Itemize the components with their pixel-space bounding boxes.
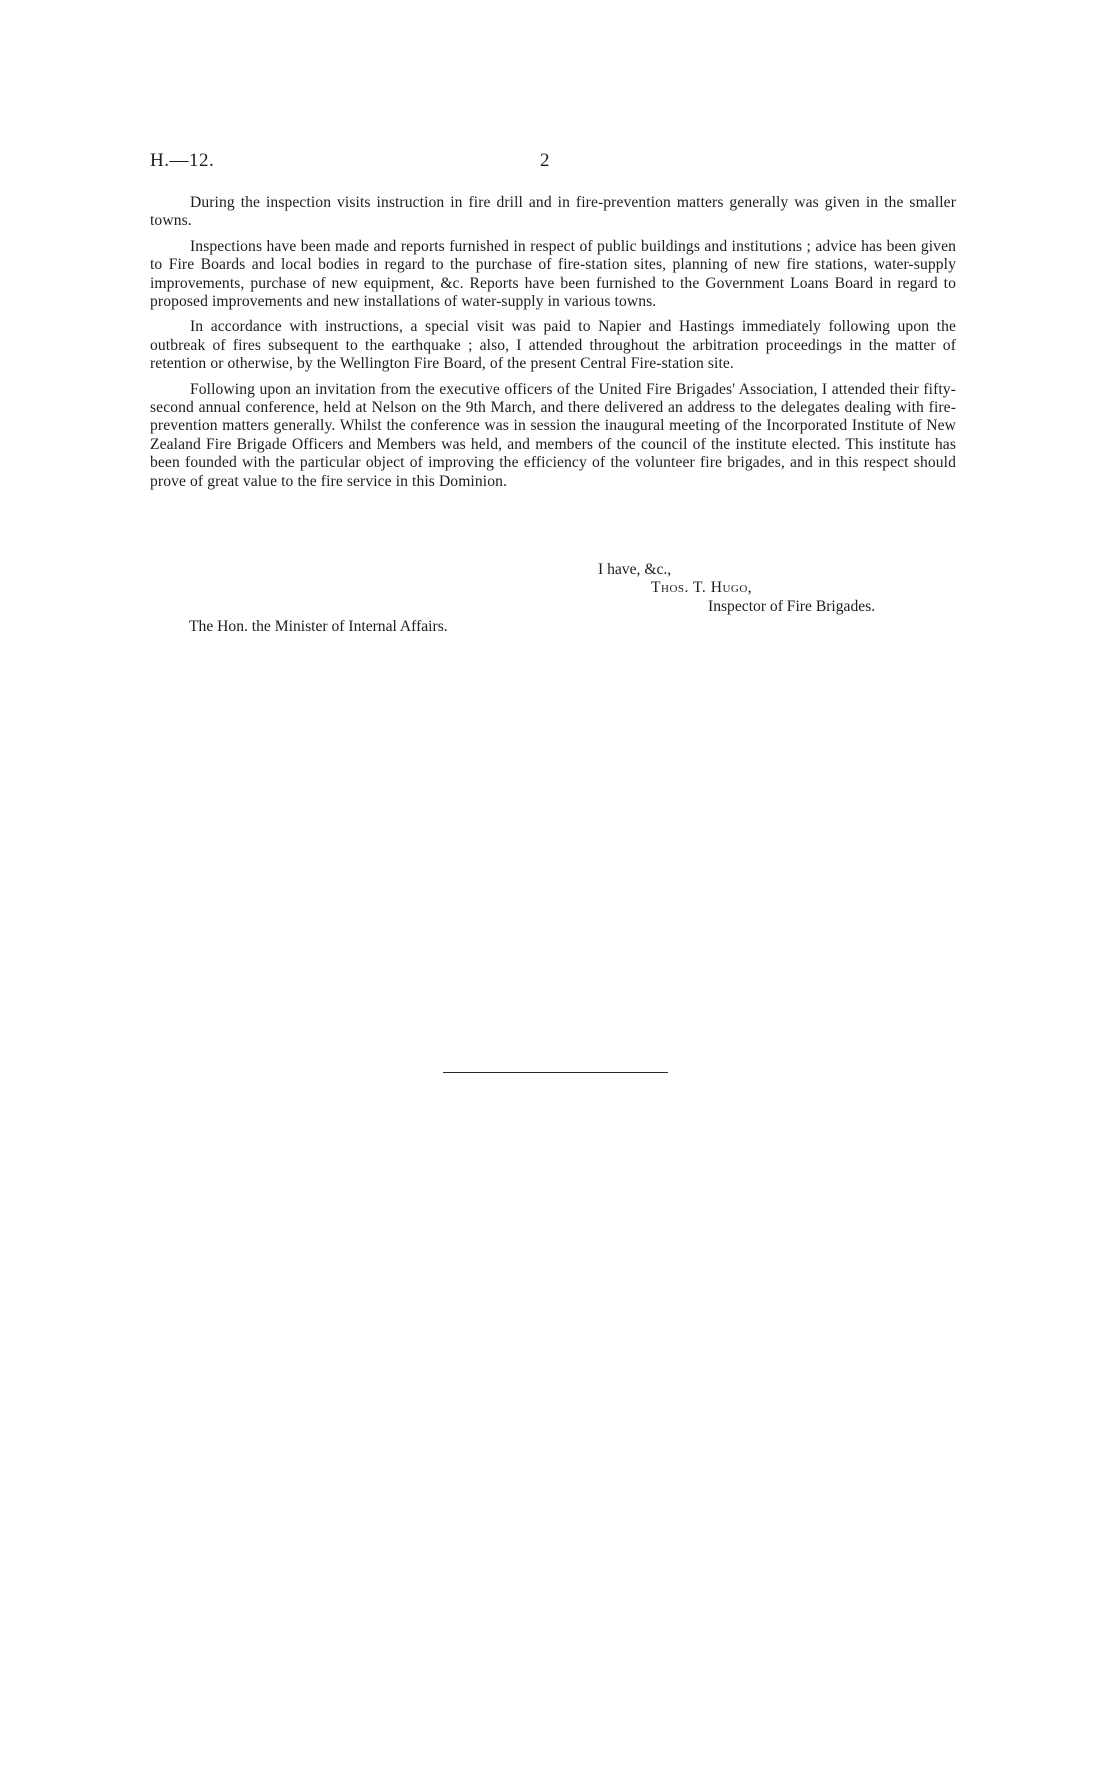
document-reference: H.—12.: [150, 150, 215, 171]
signatory-title: Inspector of Fire Brigades.: [708, 598, 876, 615]
addressee: The Hon. the Minister of Internal Affairs.: [189, 618, 448, 635]
closing-salutation: I have, &c.,: [598, 561, 672, 578]
closing-rule: [443, 1072, 668, 1073]
page-number: 2: [540, 150, 550, 171]
page-header: [150, 150, 956, 174]
paragraph-inspection-visits: During the inspection visits instruction in fire drill and in fire-prevention matters generally was given in the smaller towns.: [150, 194, 956, 230]
paragraph-special-visit: In accordance with instructions, a special visit was paid to Napier and Hastings immediately following upon the outbreak of fires subsequent to the earthquake ; also, I attended throughout the arbitration proceedings in the matter of retention or otherwise, by the Wellington Fire Board, of the present Central Fire-station site.: [150, 318, 956, 373]
report-body: [150, 194, 956, 498]
paragraph-conference: Following upon an invitation from the executive officers of the United Fire Brigades' Association, I attended their fifty-second annual conference, held at Nelson on the 9th March, and there delivered an address to the delegates dealing with fire-prevention matters generally. Whilst the conference was in session the inaugural meeting of the Incorporated Institute of New Zealand Fire Brigade Officers and Members was held, and members of the council of the institute elected. This institute has been founded with the particular object of improving the efficiency of the volunteer fire brigades, and in this respect should prove of great value to the fire service in this Dominion.: [150, 380, 956, 490]
signatory-name: Thos. T. Hugo,: [651, 579, 753, 596]
paragraph-inspections-reports: Inspections have been made and reports furnished in respect of public buildings and institutions ; advice has been given to Fire Boards and local bodies in regard to the purchase of fire-station sites, planning of new fire stations, water-supply improvements, purchase of new equipment, &c. Reports have been furnished to the Government Loans Board in regard to proposed improvements and new installations of water-supply in various towns.: [150, 237, 956, 311]
